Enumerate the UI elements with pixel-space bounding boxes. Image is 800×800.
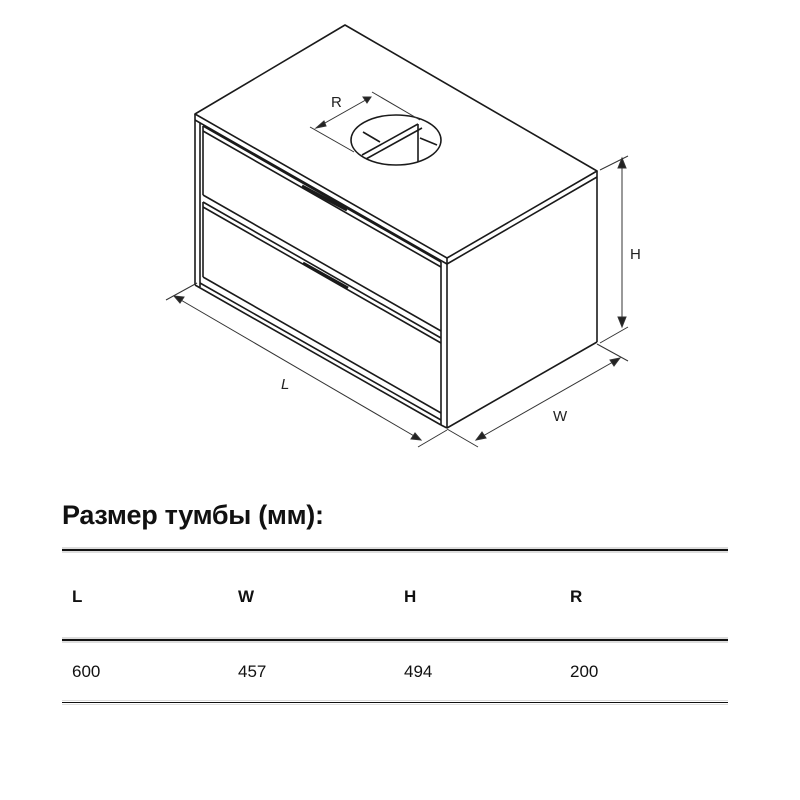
header-r: R <box>570 587 583 606</box>
dim-label-l: L <box>281 376 290 393</box>
header-l: L <box>72 587 83 606</box>
table-top-rule <box>62 549 728 551</box>
value-h: 494 <box>404 662 433 681</box>
value-r: 200 <box>570 662 599 681</box>
value-w: 457 <box>238 662 267 681</box>
table-bottom-rule <box>62 702 728 703</box>
table-header-rule <box>62 639 728 641</box>
drawer-handle-bottom <box>303 263 348 288</box>
dim-label-h: H <box>630 246 641 263</box>
dim-label-w: W <box>553 408 568 425</box>
value-l: 600 <box>72 662 101 681</box>
header-w: W <box>238 587 255 606</box>
size-table-title: Размер тумбы (мм): <box>62 500 324 530</box>
dim-label-r: R <box>331 94 342 111</box>
header-h: H <box>404 587 417 606</box>
